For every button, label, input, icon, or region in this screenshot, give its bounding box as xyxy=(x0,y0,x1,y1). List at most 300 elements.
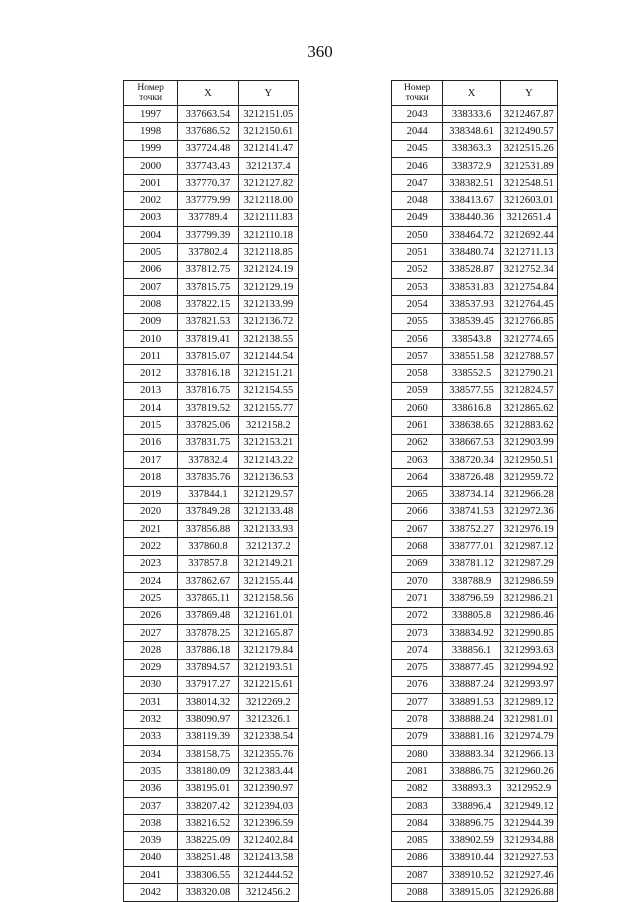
point-number-cell: 2028 xyxy=(124,642,178,659)
table-row xyxy=(392,728,558,745)
x-cell: 337857.8 xyxy=(178,555,238,572)
table-row xyxy=(392,348,558,365)
x-cell: 338881.16 xyxy=(443,728,500,745)
table-row xyxy=(124,123,299,140)
x-cell: 337779.99 xyxy=(178,192,238,209)
x-cell: 338910.52 xyxy=(443,867,500,884)
y-cell: 3212193.51 xyxy=(238,659,298,676)
table-row xyxy=(392,106,558,123)
point-number-cell: 2073 xyxy=(392,624,443,641)
point-number-cell: 2051 xyxy=(392,244,443,261)
table-row xyxy=(392,573,558,590)
point-number-cell: 2080 xyxy=(392,745,443,762)
x-cell: 338207.42 xyxy=(178,797,238,814)
x-cell: 338528.87 xyxy=(443,261,500,278)
table-row xyxy=(392,503,558,520)
point-number-cell: 2014 xyxy=(124,400,178,417)
point-number-cell: 2065 xyxy=(392,486,443,503)
table-row xyxy=(124,330,299,347)
table-row xyxy=(392,296,558,313)
y-cell: 3212986.46 xyxy=(500,607,557,624)
point-number-cell: 2003 xyxy=(124,209,178,226)
y-cell: 3212394.03 xyxy=(238,797,298,814)
table-row xyxy=(392,555,558,572)
x-cell: 338537.93 xyxy=(443,296,500,313)
y-cell: 3212976.19 xyxy=(500,521,557,538)
y-cell: 3212137.2 xyxy=(238,538,298,555)
point-number-cell: 2000 xyxy=(124,157,178,174)
point-number-cell: 2030 xyxy=(124,676,178,693)
point-number-cell: 2053 xyxy=(392,278,443,295)
table-row xyxy=(124,538,299,555)
table-row xyxy=(392,313,558,330)
y-cell: 3212952.9 xyxy=(500,780,557,797)
table-row xyxy=(124,780,299,797)
x-cell: 338413.67 xyxy=(443,192,500,209)
point-number-cell: 2075 xyxy=(392,659,443,676)
point-number-cell: 2018 xyxy=(124,469,178,486)
table-row xyxy=(124,244,299,261)
point-number-cell: 2063 xyxy=(392,451,443,468)
x-cell: 337770.37 xyxy=(178,175,238,192)
x-cell: 338158.75 xyxy=(178,745,238,762)
table-header-row xyxy=(124,81,299,106)
table-row xyxy=(392,451,558,468)
point-number-cell: 2006 xyxy=(124,261,178,278)
y-cell: 3212118.00 xyxy=(238,192,298,209)
x-cell: 338552.5 xyxy=(443,365,500,382)
y-cell: 3212136.72 xyxy=(238,313,298,330)
table-row xyxy=(124,192,299,209)
y-cell: 3212949.12 xyxy=(500,797,557,814)
table-row xyxy=(392,175,558,192)
point-number-cell: 1997 xyxy=(124,106,178,123)
table-row xyxy=(124,175,299,192)
x-cell: 337724.48 xyxy=(178,140,238,157)
point-number-cell: 2071 xyxy=(392,590,443,607)
y-cell: 3212966.28 xyxy=(500,486,557,503)
point-number-cell: 2066 xyxy=(392,503,443,520)
point-number-cell: 2050 xyxy=(392,227,443,244)
x-cell: 337844.1 xyxy=(178,486,238,503)
y-cell: 3212788.57 xyxy=(500,348,557,365)
header-x: X xyxy=(178,81,238,106)
x-cell: 337822.15 xyxy=(178,296,238,313)
y-cell: 3212515.26 xyxy=(500,140,557,157)
y-cell: 3212153.21 xyxy=(238,434,298,451)
point-number-cell: 2064 xyxy=(392,469,443,486)
table-row xyxy=(124,642,299,659)
x-cell: 337825.06 xyxy=(178,417,238,434)
table-row xyxy=(392,521,558,538)
point-number-cell: 2027 xyxy=(124,624,178,641)
table-row xyxy=(392,192,558,209)
y-cell: 3212692.44 xyxy=(500,227,557,244)
point-number-cell: 2009 xyxy=(124,313,178,330)
table-row xyxy=(392,261,558,278)
x-cell: 338638.65 xyxy=(443,417,500,434)
y-cell: 3212355.76 xyxy=(238,745,298,762)
x-cell: 337856.88 xyxy=(178,521,238,538)
table-row xyxy=(124,624,299,641)
y-cell: 3212986.21 xyxy=(500,590,557,607)
point-number-cell: 2002 xyxy=(124,192,178,209)
x-cell: 338752.27 xyxy=(443,521,500,538)
point-number-cell: 2022 xyxy=(124,538,178,555)
point-number-cell: 2025 xyxy=(124,590,178,607)
y-cell: 3212883.62 xyxy=(500,417,557,434)
point-number-cell: 2039 xyxy=(124,832,178,849)
point-number-cell: 2069 xyxy=(392,555,443,572)
header-point-number: Номер точки xyxy=(392,81,443,106)
x-cell: 338320.08 xyxy=(178,884,238,901)
x-cell: 337799.39 xyxy=(178,227,238,244)
y-cell: 3212143.22 xyxy=(238,451,298,468)
table-row xyxy=(392,832,558,849)
table-row xyxy=(392,849,558,866)
point-number-cell: 2005 xyxy=(124,244,178,261)
point-number-cell: 2033 xyxy=(124,728,178,745)
x-cell: 338372.9 xyxy=(443,157,500,174)
table-row xyxy=(124,400,299,417)
x-cell: 338306.55 xyxy=(178,867,238,884)
point-number-cell: 2038 xyxy=(124,815,178,832)
header-point-number: Номер точки xyxy=(124,81,178,106)
point-number-cell: 2024 xyxy=(124,573,178,590)
table-row xyxy=(124,382,299,399)
y-cell: 3212396.59 xyxy=(238,815,298,832)
point-number-cell: 2055 xyxy=(392,313,443,330)
y-cell: 3212110.18 xyxy=(238,227,298,244)
table-row xyxy=(392,780,558,797)
x-cell: 338883.34 xyxy=(443,745,500,762)
table-row xyxy=(124,590,299,607)
table-row xyxy=(124,451,299,468)
table-row xyxy=(124,849,299,866)
y-cell: 3212934.88 xyxy=(500,832,557,849)
x-cell: 338893.3 xyxy=(443,780,500,797)
y-cell: 3212603.01 xyxy=(500,192,557,209)
y-cell: 3212927.46 xyxy=(500,867,557,884)
x-cell: 337860.8 xyxy=(178,538,238,555)
table-row xyxy=(392,434,558,451)
point-number-cell: 2021 xyxy=(124,521,178,538)
point-number-cell: 2077 xyxy=(392,694,443,711)
x-cell: 338888.24 xyxy=(443,711,500,728)
point-number-cell: 2015 xyxy=(124,417,178,434)
point-number-cell: 2037 xyxy=(124,797,178,814)
x-cell: 337831.75 xyxy=(178,434,238,451)
y-cell: 3212548.51 xyxy=(500,175,557,192)
y-cell: 3212155.77 xyxy=(238,400,298,417)
x-cell: 338896.4 xyxy=(443,797,500,814)
x-cell: 338741.53 xyxy=(443,503,500,520)
point-number-cell: 2072 xyxy=(392,607,443,624)
y-cell: 3212993.63 xyxy=(500,642,557,659)
x-cell: 338891.53 xyxy=(443,694,500,711)
x-cell: 338887.24 xyxy=(443,676,500,693)
x-cell: 337789.4 xyxy=(178,209,238,226)
y-cell: 3212111.83 xyxy=(238,209,298,226)
y-cell: 3212966.13 xyxy=(500,745,557,762)
point-number-cell: 2008 xyxy=(124,296,178,313)
x-cell: 338180.09 xyxy=(178,763,238,780)
x-cell: 337886.18 xyxy=(178,642,238,659)
point-number-cell: 2074 xyxy=(392,642,443,659)
y-cell: 3212158.2 xyxy=(238,417,298,434)
x-cell: 337816.75 xyxy=(178,382,238,399)
table-row xyxy=(124,503,299,520)
x-cell: 338480.74 xyxy=(443,244,500,261)
x-cell: 338577.55 xyxy=(443,382,500,399)
y-cell: 3212133.99 xyxy=(238,296,298,313)
point-number-cell: 2058 xyxy=(392,365,443,382)
x-cell: 337849.28 xyxy=(178,503,238,520)
table-row xyxy=(124,348,299,365)
point-number-cell: 2084 xyxy=(392,815,443,832)
table-header-row xyxy=(392,81,558,106)
table-row xyxy=(124,728,299,745)
point-number-cell: 2031 xyxy=(124,694,178,711)
x-cell: 338788.9 xyxy=(443,573,500,590)
y-cell: 3212141.47 xyxy=(238,140,298,157)
y-cell: 3212764.45 xyxy=(500,296,557,313)
table-row xyxy=(392,227,558,244)
x-cell: 338805.8 xyxy=(443,607,500,624)
point-number-cell: 2042 xyxy=(124,884,178,901)
y-cell: 3212138.55 xyxy=(238,330,298,347)
table-row xyxy=(124,106,299,123)
table-row xyxy=(392,538,558,555)
point-number-cell: 2049 xyxy=(392,209,443,226)
y-cell: 3212155.44 xyxy=(238,573,298,590)
point-number-cell: 2011 xyxy=(124,348,178,365)
point-number-cell: 2029 xyxy=(124,659,178,676)
y-cell: 3212959.72 xyxy=(500,469,557,486)
table-row xyxy=(124,486,299,503)
header-y: Y xyxy=(500,81,557,106)
table-row xyxy=(392,365,558,382)
table-row xyxy=(392,884,558,901)
x-cell: 338216.52 xyxy=(178,815,238,832)
table-row xyxy=(392,624,558,641)
y-cell: 3212161.01 xyxy=(238,607,298,624)
y-cell: 3212711.13 xyxy=(500,244,557,261)
y-cell: 3212383.44 xyxy=(238,763,298,780)
x-cell: 338834.92 xyxy=(443,624,500,641)
x-cell: 337865.11 xyxy=(178,590,238,607)
x-cell: 338896.75 xyxy=(443,815,500,832)
point-number-cell: 2081 xyxy=(392,763,443,780)
table-row xyxy=(124,469,299,486)
point-number-cell: 2013 xyxy=(124,382,178,399)
y-cell: 3212326.1 xyxy=(238,711,298,728)
table-row xyxy=(392,417,558,434)
y-cell: 3212158.56 xyxy=(238,590,298,607)
x-cell: 338777.01 xyxy=(443,538,500,555)
y-cell: 3212865.62 xyxy=(500,400,557,417)
y-cell: 3212150.61 xyxy=(238,123,298,140)
table-row xyxy=(124,555,299,572)
x-cell: 337869.48 xyxy=(178,607,238,624)
y-cell: 3212467.87 xyxy=(500,106,557,123)
x-cell: 338734.14 xyxy=(443,486,500,503)
table-row xyxy=(392,123,558,140)
table-row xyxy=(124,797,299,814)
y-cell: 3212338.54 xyxy=(238,728,298,745)
table-row xyxy=(124,832,299,849)
table-row xyxy=(124,313,299,330)
x-cell: 338902.59 xyxy=(443,832,500,849)
x-cell: 338910.44 xyxy=(443,849,500,866)
point-number-cell: 1998 xyxy=(124,123,178,140)
table-row xyxy=(392,590,558,607)
table-row xyxy=(124,227,299,244)
y-cell: 3212151.05 xyxy=(238,106,298,123)
point-number-cell: 2062 xyxy=(392,434,443,451)
y-cell: 3212766.85 xyxy=(500,313,557,330)
header-x: X xyxy=(443,81,500,106)
y-cell: 3212179.84 xyxy=(238,642,298,659)
y-cell: 3212136.53 xyxy=(238,469,298,486)
point-number-cell: 2034 xyxy=(124,745,178,762)
y-cell: 3212790.21 xyxy=(500,365,557,382)
x-cell: 337802.4 xyxy=(178,244,238,261)
table-row xyxy=(392,815,558,832)
table-row xyxy=(392,659,558,676)
x-cell: 338720.34 xyxy=(443,451,500,468)
y-cell: 3212960.26 xyxy=(500,763,557,780)
table-row xyxy=(392,607,558,624)
table-row xyxy=(392,140,558,157)
x-cell: 338348.61 xyxy=(443,123,500,140)
point-number-cell: 2007 xyxy=(124,278,178,295)
y-cell: 3212987.12 xyxy=(500,538,557,555)
point-number-cell: 2061 xyxy=(392,417,443,434)
table-row xyxy=(392,745,558,762)
x-cell: 338440.36 xyxy=(443,209,500,226)
x-cell: 337917.27 xyxy=(178,676,238,693)
point-number-cell: 2032 xyxy=(124,711,178,728)
point-number-cell: 2085 xyxy=(392,832,443,849)
x-cell: 337815.07 xyxy=(178,348,238,365)
x-cell: 337819.41 xyxy=(178,330,238,347)
x-cell: 338856.1 xyxy=(443,642,500,659)
table-row xyxy=(392,694,558,711)
x-cell: 337816.18 xyxy=(178,365,238,382)
table-row xyxy=(124,278,299,295)
y-cell: 3212127.82 xyxy=(238,175,298,192)
x-cell: 337894.57 xyxy=(178,659,238,676)
point-number-cell: 2046 xyxy=(392,157,443,174)
y-cell: 3212133.48 xyxy=(238,503,298,520)
y-cell: 3212651.4 xyxy=(500,209,557,226)
point-number-cell: 2088 xyxy=(392,884,443,901)
x-cell: 338014.32 xyxy=(178,694,238,711)
point-number-cell: 2043 xyxy=(392,106,443,123)
table-row xyxy=(124,296,299,313)
x-cell: 338915.05 xyxy=(443,884,500,901)
table-row xyxy=(392,763,558,780)
point-number-cell: 2045 xyxy=(392,140,443,157)
x-cell: 338225.09 xyxy=(178,832,238,849)
x-cell: 338464.72 xyxy=(443,227,500,244)
x-cell: 337686.52 xyxy=(178,123,238,140)
table-row xyxy=(124,573,299,590)
table-row xyxy=(124,140,299,157)
point-number-cell: 2067 xyxy=(392,521,443,538)
y-cell: 3212989.12 xyxy=(500,694,557,711)
y-cell: 3212754.84 xyxy=(500,278,557,295)
point-number-cell: 2079 xyxy=(392,728,443,745)
x-cell: 338539.45 xyxy=(443,313,500,330)
table-row xyxy=(124,261,299,278)
point-number-cell: 2054 xyxy=(392,296,443,313)
table-row xyxy=(124,209,299,226)
table-row xyxy=(392,209,558,226)
x-cell: 337821.53 xyxy=(178,313,238,330)
x-cell: 338667.53 xyxy=(443,434,500,451)
y-cell: 3212972.36 xyxy=(500,503,557,520)
point-number-cell: 2040 xyxy=(124,849,178,866)
point-number-cell: 2082 xyxy=(392,780,443,797)
point-number-cell: 2016 xyxy=(124,434,178,451)
table-row xyxy=(124,365,299,382)
point-number-cell: 1999 xyxy=(124,140,178,157)
x-cell: 337743.43 xyxy=(178,157,238,174)
table-row xyxy=(124,867,299,884)
y-cell: 3212151.21 xyxy=(238,365,298,382)
y-cell: 3212994.92 xyxy=(500,659,557,676)
x-cell: 338886.75 xyxy=(443,763,500,780)
y-cell: 3212993.97 xyxy=(500,676,557,693)
x-cell: 338090.97 xyxy=(178,711,238,728)
y-cell: 3212144.54 xyxy=(238,348,298,365)
table-row xyxy=(124,676,299,693)
y-cell: 3212124.19 xyxy=(238,261,298,278)
y-cell: 3212752.34 xyxy=(500,261,557,278)
y-cell: 3212987.29 xyxy=(500,555,557,572)
y-cell: 3212402.84 xyxy=(238,832,298,849)
point-number-cell: 2044 xyxy=(392,123,443,140)
point-number-cell: 2086 xyxy=(392,849,443,866)
x-cell: 337819.52 xyxy=(178,400,238,417)
y-cell: 3212129.57 xyxy=(238,486,298,503)
y-cell: 3212444.52 xyxy=(238,867,298,884)
x-cell: 337663.54 xyxy=(178,106,238,123)
page-number: 360 xyxy=(307,42,333,61)
header-y: Y xyxy=(238,81,298,106)
x-cell: 338251.48 xyxy=(178,849,238,866)
x-cell: 337878.25 xyxy=(178,624,238,641)
y-cell: 3212215.61 xyxy=(238,676,298,693)
table-row xyxy=(124,763,299,780)
point-number-cell: 2056 xyxy=(392,330,443,347)
y-cell: 3212986.59 xyxy=(500,573,557,590)
point-number-cell: 2057 xyxy=(392,348,443,365)
table-row xyxy=(124,659,299,676)
y-cell: 3212531.89 xyxy=(500,157,557,174)
point-number-cell: 2017 xyxy=(124,451,178,468)
table-row xyxy=(124,711,299,728)
point-number-cell: 2023 xyxy=(124,555,178,572)
x-cell: 337812.75 xyxy=(178,261,238,278)
x-cell: 338796.59 xyxy=(443,590,500,607)
point-number-cell: 2026 xyxy=(124,607,178,624)
x-cell: 338781.12 xyxy=(443,555,500,572)
y-cell: 3212129.19 xyxy=(238,278,298,295)
y-cell: 3212774.65 xyxy=(500,330,557,347)
